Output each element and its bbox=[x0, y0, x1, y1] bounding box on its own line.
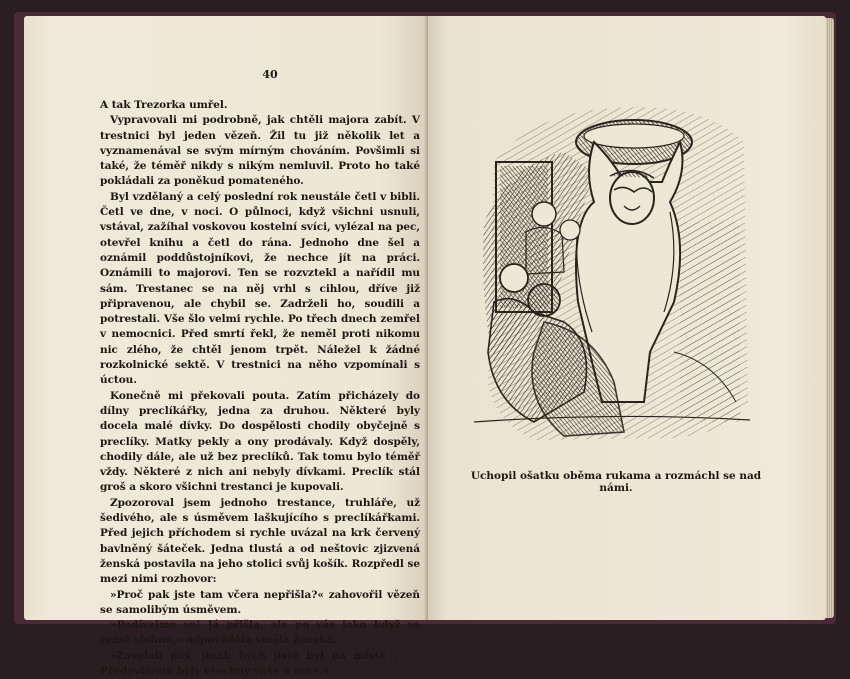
page-number: 40 bbox=[262, 68, 278, 81]
body-text bbox=[100, 98, 420, 679]
page-edges bbox=[826, 18, 834, 618]
paragraph: »Proč pak jste tam včera nepřišla?« zahovořil vězeň se samolibým úsměvem. bbox=[100, 588, 420, 616]
paragraph: A tak Trezorka umřel. bbox=[100, 99, 228, 111]
paragraph: Zpozoroval jsem jednoho trestance, truhláře, už šedivého, ale s úsměvem laškujícího s preclíkářkami. Před jejich příchodem si rychle uvázal na krk červený bavlněný šáteček. Jedna tlustá a od neštovic zjizvená ženská postavila na jeho stolici svůj košík. Rozpředl se mezi nimi rozhovor: bbox=[100, 496, 420, 586]
left-page bbox=[24, 16, 428, 677]
illustration bbox=[474, 102, 750, 442]
paragraph: »Podívejme se! Já přišla, ale po vás jako když se země slehne,« odpověděla smělá ženská. bbox=[100, 619, 420, 647]
paragraph: »Zavolali nás, jinak bych jistě byl na místě . . . Předevčírem byly všechny vaše u mne.« bbox=[100, 649, 420, 677]
illustration-caption: Uchopil ošatku oběma rukama a rozmáchl se nad námi. bbox=[470, 470, 762, 494]
paragraph: Konečně mi překovali pouta. Zatím přicházely do dílny preclíkářky, jedna za druhou. Některé byly docela malé dívky. Do dospělosti chodily obyčejně s preclíky. Matky pekly a ony prodávaly. Když dospěly, chodily dále, ale už bez preclíků. Tak tomu bylo téměř vždy. Některé z nich ani nebyly dívkami. Preclík stál groš a skoro všichni trestanci je kupovali. bbox=[100, 389, 420, 494]
paragraph: Vypravovali mi podrobně, jak chtěli majora zabít. V trestnici byl jeden vězeň. Žil tu již několik let a vyznamenával se svým mírným chováním. Povšimli si také, že téměř nikdy s nikým nemluvil. Proto ho také pokládali za poněkud pomateného. bbox=[100, 114, 420, 188]
paragraph: Byl vzdělaný a celý poslední rok neustále četl v bibli. Četl ve dne, v noci. O půlnoci, když všichni usnuli, vstával, zažíhal voskovou kostelní svíci, vylézal na pec, otevřel knihu a četl do rána. Jednoho dne šel a oznámil poddůstojníkovi, že nechce jít na práci. Oznámili to majorovi. Ten se rozvztekl a nařídil mu sám. Trestanec se na něj vrhl s cihlou, dříve již připravenou, ale chybil se. Zadrželi ho, soudili a potrestali. Vše šlo velmi rychle. Po třech dnech zemřel v nemocnici. Před smrtí řekl, že neměl proti nikomu nic zlého, že chtěl jenom trpět. Náležel k žádné rozkolnické sektě. V trestnici na něho vzpomínali s úctou. bbox=[100, 190, 420, 387]
